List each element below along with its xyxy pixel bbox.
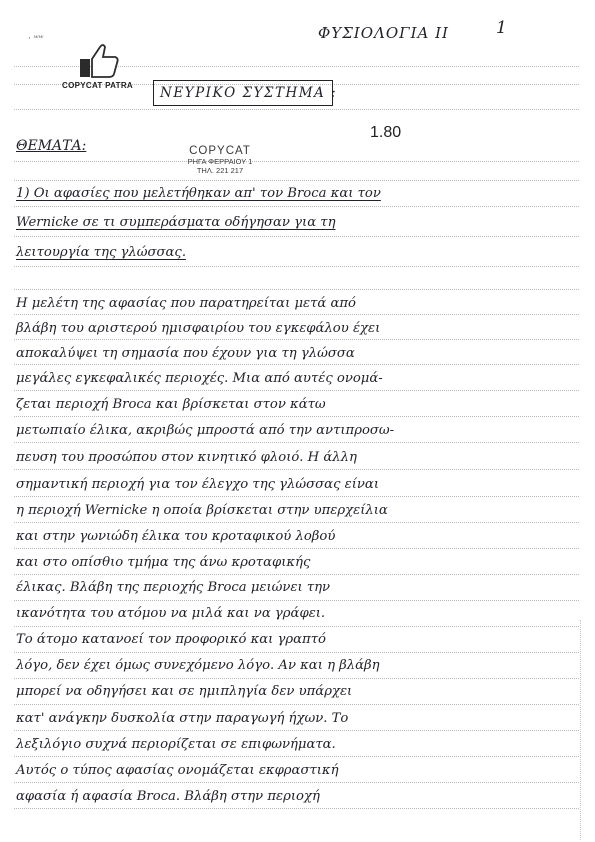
answer-line: βλάβη του αριστερού ημισφαιρίου του εγκεφάλου έχει bbox=[16, 321, 381, 336]
ruled-line bbox=[14, 416, 579, 417]
ruled-line bbox=[14, 574, 579, 575]
answer-line: σημαντική περιοχή για τον έλεγχο της γλώσσας είναι bbox=[16, 477, 379, 492]
answer-line: αποκαλύψει τη σημασία που έχουν για τη γλώσσα bbox=[16, 346, 355, 361]
ruled-line bbox=[14, 678, 579, 679]
ruled-line bbox=[14, 730, 579, 731]
topics-label: ΘΕΜΑΤΑ: bbox=[16, 138, 87, 154]
answer-line: ζεται περιοχή Broca και βρίσκεται στον κάτω bbox=[16, 397, 326, 412]
ruled-line bbox=[14, 180, 579, 181]
answer-line: μεγάλες εγκεφαλικές περιοχές. Μια από αυτές ονομά- bbox=[16, 371, 383, 386]
page-number: 1 bbox=[496, 18, 507, 38]
price-label: 1.80 bbox=[370, 124, 402, 141]
corner-marks: · ʷʷ bbox=[28, 34, 44, 44]
chapter-title: ΝΕΥΡΙΚΟ ΣΥΣΤΗΜΑ : bbox=[160, 85, 338, 101]
ruled-line bbox=[14, 626, 579, 627]
thumbs-up-icon bbox=[78, 43, 120, 79]
answer-line: πευση του προσώπου στον κινητικό φλοιό. Η άλλη bbox=[16, 450, 357, 465]
answer-line: κατ' ανάγκην δυσκολία στην παραγωγή ήχων. Το bbox=[16, 711, 349, 726]
ruled-line bbox=[14, 314, 579, 315]
topic-line: λειτουργία της γλώσσας. bbox=[16, 245, 187, 260]
page-edge-shadow bbox=[580, 620, 591, 840]
ruled-line bbox=[14, 161, 579, 162]
answer-line: Το άτομο κατανοεί τον προφορικό και γραπτό bbox=[16, 632, 326, 647]
ruled-line bbox=[14, 390, 579, 391]
ruled-line bbox=[14, 704, 579, 705]
ruled-line bbox=[14, 522, 579, 523]
brand-name: COPYCAT PATRA bbox=[62, 81, 134, 90]
ruled-line bbox=[14, 109, 579, 110]
copyshop-stamp bbox=[160, 145, 280, 175]
subject-title: ΦΥΣΙΟΛΟΓΙΑ ΙΙ bbox=[318, 24, 449, 42]
answer-line: η περιοχή Wernicke η οποία βρίσκεται στην υπερχείλια bbox=[16, 503, 388, 518]
answer-line: Η μελέτη της αφασίας που παρατηρείται μετά από bbox=[16, 296, 356, 311]
answer-line: Αυτός ο τύπος αφασίας ονομάζεται εκφραστική bbox=[16, 763, 339, 778]
answer-line: λεξιλόγιο συχνά περιορίζεται σε επιφωνήματα. bbox=[16, 737, 336, 752]
answer-line: μπορεί να οδηγήσει και σε ημιπληγία δεν υπάρχει bbox=[16, 684, 353, 699]
answer-line: και στο οπίσθιο τμήμα της άνω κροταφικής bbox=[16, 555, 311, 570]
ruled-line bbox=[14, 289, 579, 290]
ruled-line bbox=[14, 339, 579, 340]
ruled-line bbox=[14, 364, 579, 365]
ruled-line bbox=[14, 548, 579, 549]
ruled-line bbox=[14, 206, 579, 207]
ruled-line bbox=[14, 782, 579, 783]
stamp-name: COPYCAT bbox=[189, 145, 251, 157]
stamp-street: ΡΗΓΑ ΦΕΡΡΑΙΟΥ 1 bbox=[187, 157, 253, 166]
answer-line: ικανότητα του ατόμου να μιλά και να γράφει. bbox=[16, 606, 326, 621]
answer-line: έλικας. Βλάβη της περιοχής Broca μειώνει την bbox=[16, 580, 331, 595]
ruled-line bbox=[14, 442, 579, 443]
ruled-line bbox=[14, 469, 579, 470]
topic-line: 1) Οι αφασίες που μελετήθηκαν απ' τον Broca και τον bbox=[16, 186, 381, 201]
ruled-line bbox=[14, 808, 579, 809]
answer-line: λόγο, δεν έχει όμως συνεχόμενο λόγο. Αν και η βλάβη bbox=[16, 658, 380, 673]
answer-line: αφασία ή αφασία Broca. Βλάβη στην περιοχή bbox=[16, 789, 320, 804]
stamp-phone: ΤΗΛ. 221 217 bbox=[196, 166, 244, 175]
ruled-line bbox=[14, 496, 579, 497]
ruled-line bbox=[14, 600, 579, 601]
answer-line: και στην γωνιώδη έλικα του κροταφικού λοβού bbox=[16, 529, 336, 544]
topic-line: Wernicke σε τι συμπεράσματα οδήγησαν για τη bbox=[16, 215, 336, 230]
ruled-line bbox=[14, 652, 579, 653]
ruled-line bbox=[14, 756, 579, 757]
ruled-line bbox=[14, 236, 579, 237]
answer-line: μετωπιαίο έλικα, ακριβώς μπροστά από την αντιπροσω- bbox=[16, 423, 395, 438]
ruled-line bbox=[14, 266, 579, 267]
